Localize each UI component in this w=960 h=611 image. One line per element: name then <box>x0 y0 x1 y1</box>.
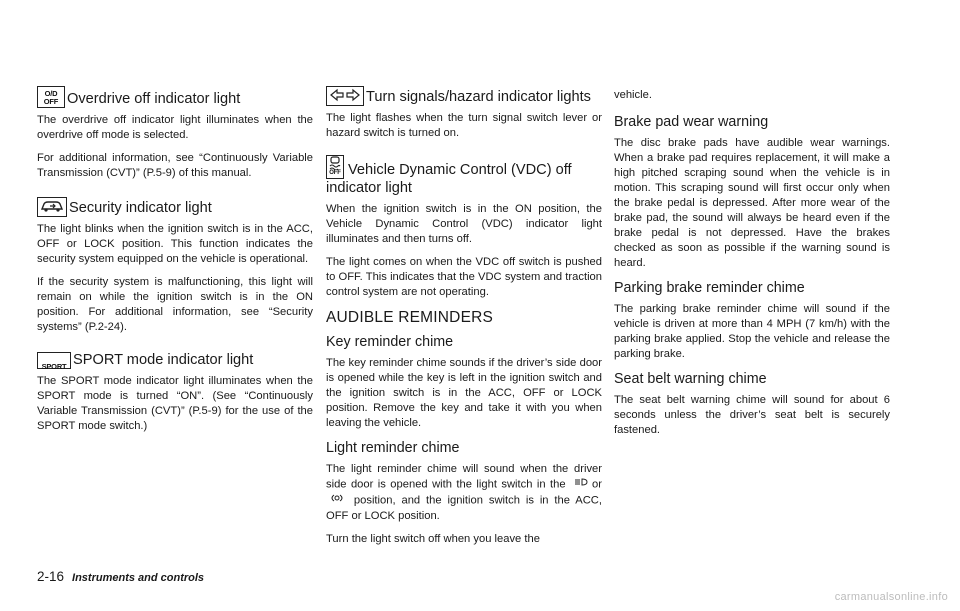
security-car-icon <box>37 197 67 217</box>
seat-belt-heading: Seat belt warning chime <box>614 371 767 387</box>
brake-pad-text: The disc brake pads have audible wear warnings. When a brake pad requires replacement, it will make a high pitched scraping sound when the vehicle is in motion. This scraping sound will first occur only when the brake pedal is depressed. After more wear of the brake pad, the sound will always be heard even if the brake pedal is not depressed. Have the brakes checked as soon as possible if the warning sound is heard. <box>614 137 890 269</box>
light-reminder-text-1: The light reminder chime will sound when the driver side door is opened with the light switch in the or position, and the ignition switch is in the ACC, OFF or LOCK position. <box>326 463 602 523</box>
vdc-heading: OFF Vehicle Dynamic Control (VDC) off indicator light <box>326 155 602 197</box>
key-reminder-heading: Key reminder chime <box>326 334 454 350</box>
security-text-2: If the security system is malfunctioning, this light will remain on while the ignition switch is in the ON position. For additional information, see “Security systems” (P.2-24). <box>37 276 313 333</box>
turn-signal-text: The light flashes when the turn signal switch lever or hazard switch is turned on. <box>326 112 602 139</box>
overdrive-heading: O/D OFF Overdrive off indicator light <box>37 86 313 108</box>
turn-signal-heading: Turn signals/hazard indicator lights <box>326 86 602 106</box>
security-text-1: The light blinks when the ignition switch is in the ACC, OFF or LOCK position. This function indicates the security system equipped on the vehicle is operational. <box>37 223 313 265</box>
column-2 <box>326 86 602 555</box>
section-title: Instruments and controls <box>72 572 205 584</box>
headlight-icon <box>573 477 589 492</box>
continued-text: vehicle. <box>614 89 652 101</box>
parking-brake-text: The parking brake reminder chime will sound if the vehicle is driven at more than 4 MPH (7 km/h) with the parking brake applied. Stop the vehicle and release the parking brake. <box>614 303 890 360</box>
brake-pad-heading: Brake pad wear warning <box>614 114 769 130</box>
overdrive-text-1: The overdrive off indicator light illuminates when the overdrive off mode is selected. <box>37 114 313 141</box>
overdrive-off-icon: O/D OFF <box>37 86 65 108</box>
parking-brake-heading: Parking brake reminder chime <box>614 280 805 296</box>
sport-text-1: The SPORT mode indicator light illuminates when the SPORT mode is turned “ON”. (See “Continuously Variable Transmission (CVT)” (P.5-9) for the use of the SPORT mode switch.) <box>37 375 313 432</box>
parking-light-icon <box>329 492 345 509</box>
turn-signal-arrows-icon <box>326 86 364 106</box>
vdc-off-icon: OFF <box>326 155 344 179</box>
light-reminder-heading: Light reminder chime <box>326 440 460 456</box>
column-1 <box>37 86 313 442</box>
overdrive-text-2: For additional information, see “Continuously Variable Transmission (CVT)” (P.5-9) of this manual. <box>37 152 313 179</box>
vdc-text-2: The light comes on when the VDC off switch is pushed to OFF. This indicates that the VDC system and traction control system are not operating. <box>326 256 602 298</box>
page-footer <box>37 569 204 584</box>
watermark: carmanualsonline.info <box>834 591 948 603</box>
column-3 <box>614 88 890 446</box>
sport-heading: SPORT SPORT mode indicator light <box>37 351 313 369</box>
audible-reminders-heading: AUDIBLE REMINDERS <box>326 309 494 326</box>
key-reminder-text: The key reminder chime sounds if the driver’s side door is opened while the key is left in the ignition switch and the ignition switch is in the ACC, OFF or LOCK position. Remove the key and take it with you when leaving the vehicle. <box>326 357 602 429</box>
page-number: 2-16 <box>37 569 65 584</box>
vdc-text-1: When the ignition switch is in the ON position, the Vehicle Dynamic Control (VDC) indicator light illuminates and then turns off. <box>326 203 602 245</box>
seat-belt-text: The seat belt warning chime will sound for about 6 seconds unless the driver’s seat belt is securely fastened. <box>614 394 890 436</box>
security-heading: Security indicator light <box>37 197 313 217</box>
sport-icon: SPORT <box>37 352 71 369</box>
light-reminder-text-2: Turn the light switch off when you leave the <box>326 533 540 546</box>
